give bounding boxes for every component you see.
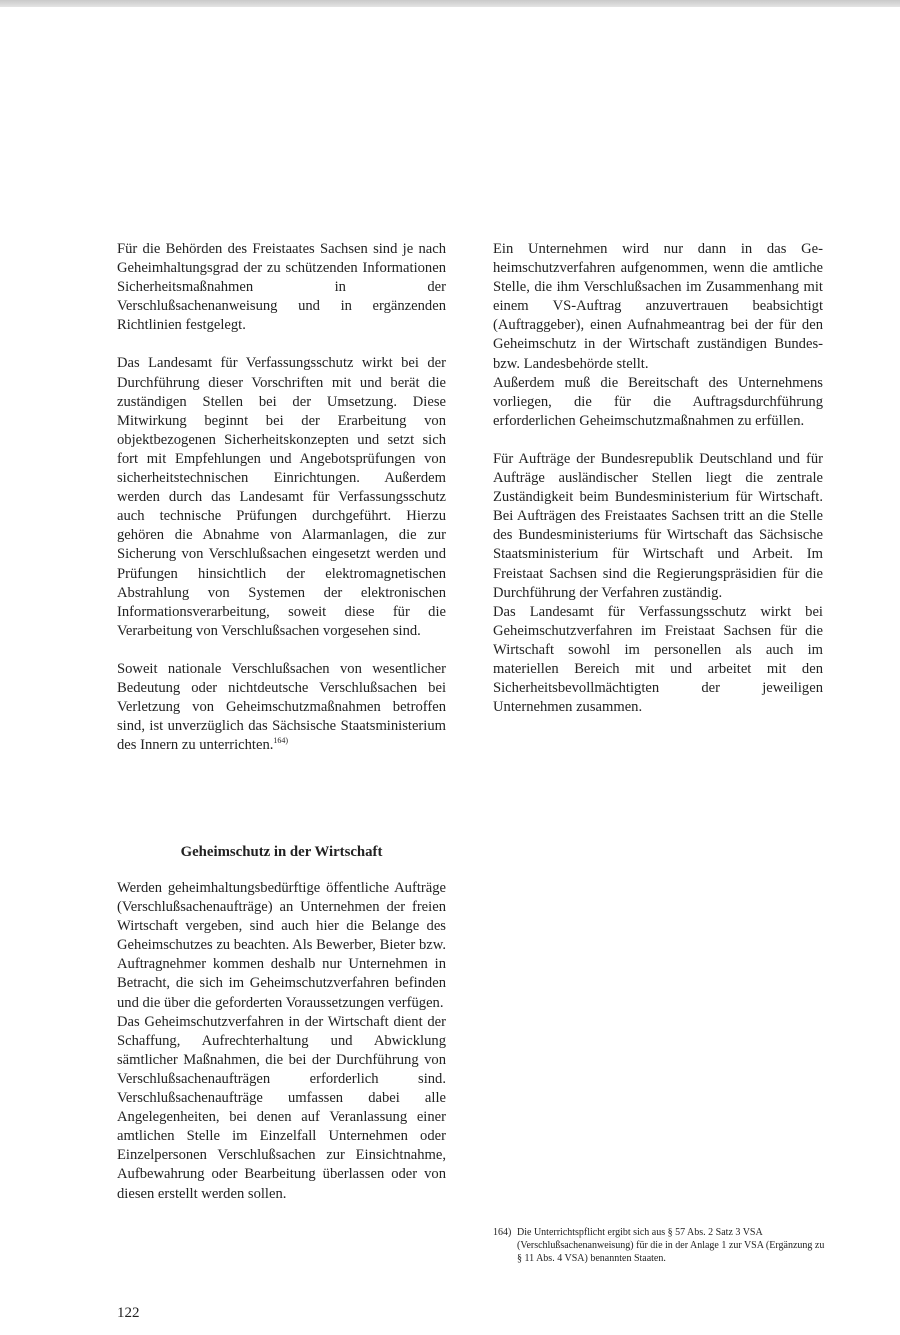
page-number: 122 [117, 1305, 140, 1321]
right-paragraph-1: Ein Unternehmen wird nur dann in das Geheimschutzverfahren aufgenommen, wenn die amtliche Stelle, die ihm Verschlußsachen im Zusammenhang mit einem VS-Auftrag anzuvertrauen beabsichtigt (Auftraggeber), einen Aufnahmeantrag bei der für den Geheimschutz in der Wirtschaft zuständigen Bundes- bzw. Landesbehörde stellt. [493, 241, 823, 372]
left-paragraph-2: Das Landesamt für Verfassungsschutz wirkt bei der Durchführung dieser Vorschriften mit und berät die zuständigen Stellen bei der Umsetzung. Diese Mitwirkung beginnt bei der Erarbeitung von objektbezogenen Sicherheitskonzepten und setzt sich fort mit Empfehlungen und Angebotsprüfungen von sicherheitstechnischen Einrichtungen. Außerdem werden durch das Landesamt für Verfassungsschutz auch technische Prüfungen durchgeführt. Hierzu gehören die Abnahme von Alarmanlagen, die zur Sicherung von Verschlußsachen eingesetzt werden und Prüfungen hinsichtlich der elektromagnetischen Abstrahlung von Systemen der elektronischen Informationsverarbeitung, soweit diese für die Verarbeitung von Verschlußsachen vorgesehen sind. [117, 355, 446, 639]
footnote [493, 1226, 825, 1265]
footnote-text: Die Unterrichtspflicht ergibt sich aus § 57 Abs. 2 Satz 3 VSA (Verschlußsachenanweisung) für die in der Anlage 1 zur VSA (Ergänzung zu § 11 Abs. 4 VSA) benannten Staaten. [517, 1227, 825, 1264]
left-paragraph-3-text: Soweit nationale Verschlußsachen von wesentlicher Bedeutung oder nichtdeutsche Verschlußsachen bei Verletzung von Geheimschutzmaßnahmen betroffen sind, ist unverzüglich das Sächsische Staatsministerium des Innern zu unterrichten. [117, 660, 446, 754]
left-paragraph-3 [117, 660, 446, 755]
section-paragraph-2: Das Geheimschutzverfahren in der Wirtschaft dient der Schaffung, Aufrechterhaltung und Abwicklung sämtlicher Maßnahmen, die bei der Durchführung von Verschlußsachenaufträgen erforderlich sind. Verschlußsachenaufträge umfassen dabei alle Angelegenheiten, bei denen auf Veranlassung einer amtlichen Stelle im Einzelfall Unternehmen oder Einzelpersonen Verschlußsachen zur Einsichtnahme, Aufbewahrung oder Bearbeitung überlassen oder von diesen erstellt werden sollen. [117, 1013, 446, 1202]
footnote-reference: 164) [273, 736, 289, 746]
section-paragraph-1: Werden geheimhaltungsbedürftige öffentliche Aufträge (Verschlußsachenaufträge) an Unternehmen der freien Wirtschaft vergeben, sind auch hier die Belange des Geheimschutzes zu beachten. Als Bewerber, Bieter bzw. Auftragnehmer kommen deshalb nur Unternehmen in Betracht, die sich im Geheimschutzverfahren befinden und die über die geforderten Voraussetzungen verfügen. [117, 880, 446, 1011]
right-column [493, 240, 823, 717]
right-paragraph-4: Das Landesamt für Verfassungsschutz wirkt bei Geheimschutzverfahren im Freistaat Sachsen für die Wirtschaft sowohl im personellen als auch im materiellen Bereich mit und arbeitet mit den Sicherheitsbevollmächtigten der jeweiligen Unternehmen zusammen. [493, 603, 823, 716]
left-paragraph-1: Für die Behörden des Freistaates Sachsen sind je nach Geheimhaltungsgrad der zu schützenden Informationen Sicherheitsmaßnahmen in der Verschlußsachenanweisung und in ergänzenden Richtlinien festgelegt. [117, 241, 446, 334]
right-paragraph-2: Außerdem muß die Bereitschaft des Unternehmens vorliegen, die für die Auftragsdurchführung erforderlichen Geheimschutzmaßnahmen zu erfüllen. [493, 374, 823, 429]
section-body [117, 879, 446, 1204]
footnote-number: 164) [493, 1227, 512, 1238]
left-column [117, 240, 446, 755]
right-paragraph-3: Für Aufträge der Bundesrepublik Deutschland und für Aufträge ausländischer Stellen liegt die zentrale Zuständigkeit beim Bundesministerium für Wirtschaft. Bei Aufträgen des Freistaates Sachsen tritt an die Stelle des Bundesministeriums für Wirtschaft das Sächsische Staatsministerium für Wirtschaft und Arbeit. Im Freistaat Sachsen sind die Regierungspräsidien für die Durchführung der Verfahren zuständig. [493, 450, 823, 601]
section-heading: Geheimschutz in der Wirtschaft [180, 844, 383, 860]
page-top-edge [0, 0, 900, 7]
